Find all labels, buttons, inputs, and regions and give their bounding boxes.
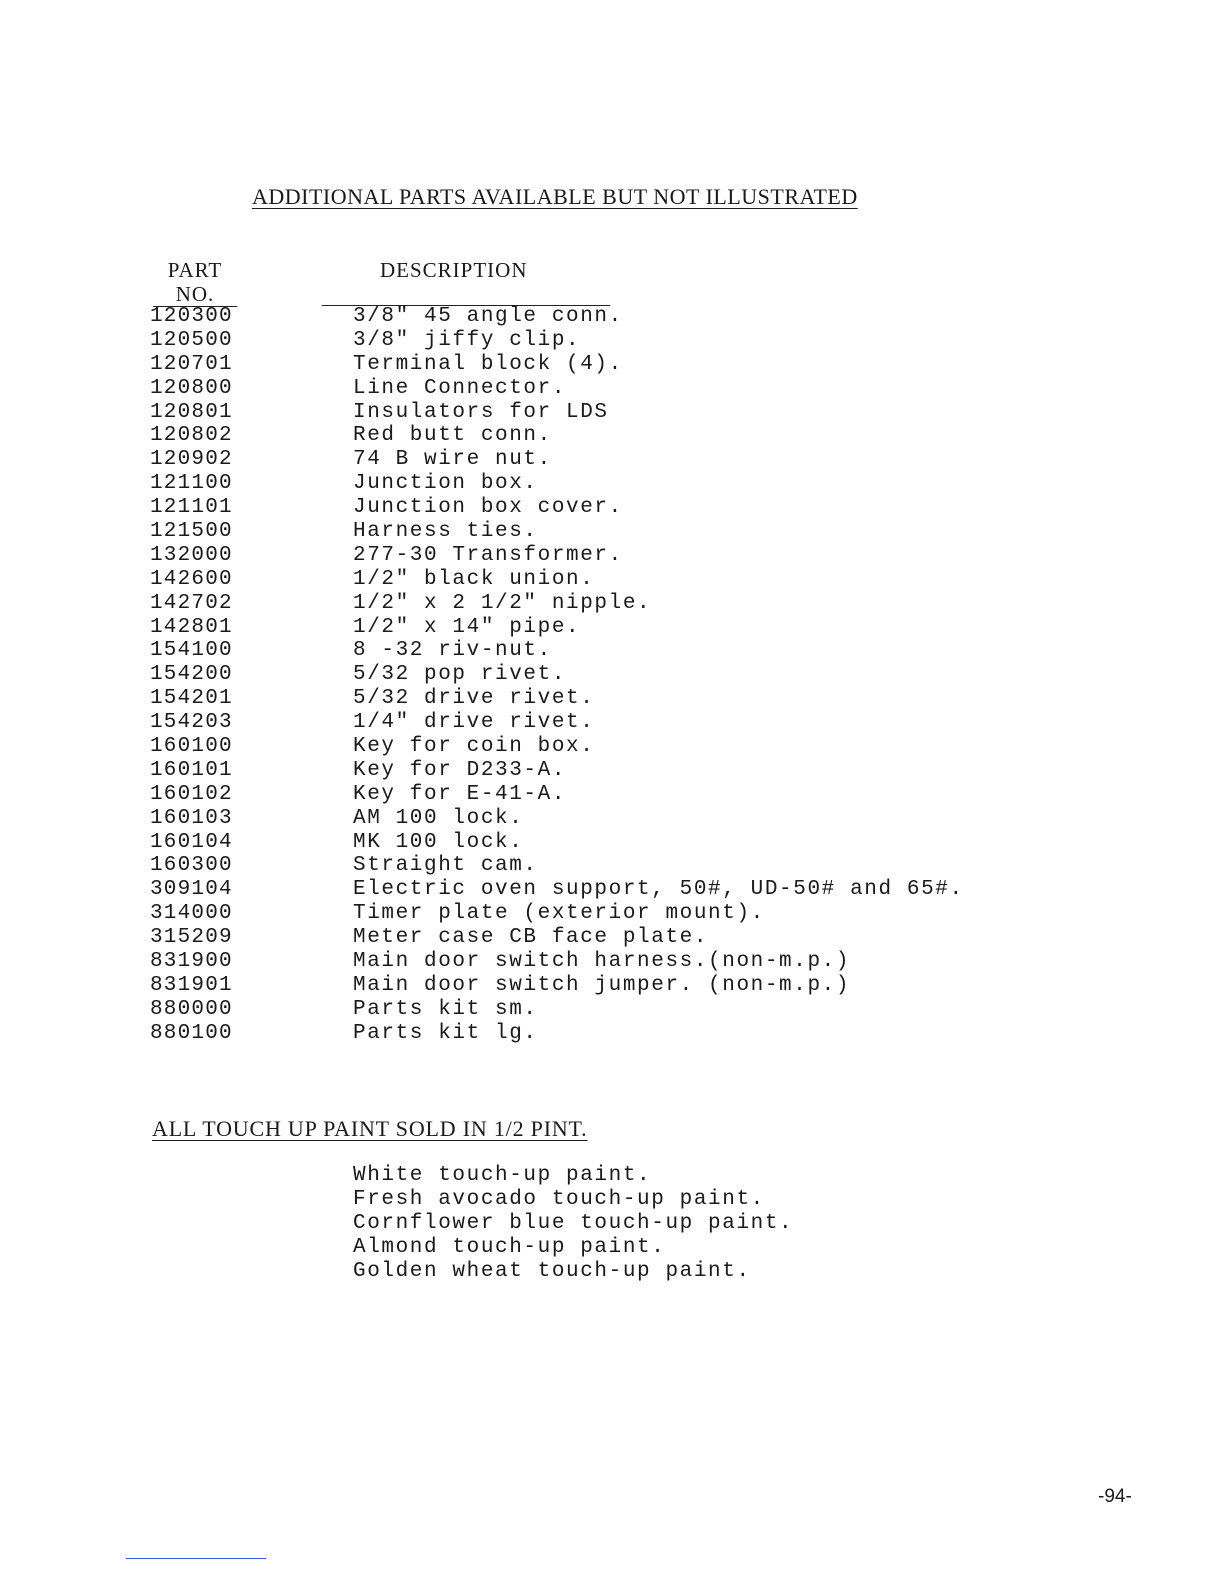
page-number: -94- — [1098, 1486, 1132, 1507]
part-number: 154201 — [150, 687, 233, 711]
part-number: 142600 — [150, 567, 233, 591]
paint-item: Cornflower blue touch-up paint. — [353, 1211, 794, 1235]
part-number: 120701 — [150, 352, 233, 376]
part-description: Parts kit sm. — [353, 997, 538, 1021]
part-number: 121101 — [150, 496, 233, 520]
description-column-header: DESCRIPTION — [380, 258, 528, 282]
part-number: 154100 — [150, 639, 233, 663]
paint-item: White touch-up paint. — [353, 1164, 652, 1187]
part-description: MK 100 lock. — [353, 830, 524, 854]
part-number: 120801 — [150, 400, 233, 424]
part-header-line1: PART — [167, 258, 223, 282]
part-description: Key for E-41-A. — [353, 782, 567, 806]
paint-heading: ALL TOUCH UP PAINT SOLD IN 1/2 PINT. — [152, 1116, 588, 1141]
part-description: 1/4" drive rivet. — [353, 711, 595, 735]
part-description: Line Connector. — [353, 376, 567, 400]
paint-item: Fresh avocado touch-up paint. — [353, 1187, 765, 1211]
part-description: Junction box cover. — [353, 496, 623, 520]
part-header-line2: NO. — [153, 282, 237, 307]
page-heading: ADDITIONAL PARTS AVAILABLE BUT NOT ILLUSTRATED — [252, 184, 858, 209]
part-description: AM 100 lock. — [353, 806, 524, 830]
part-number: 132000 — [150, 543, 233, 567]
part-description: Parts kit lg. — [353, 1021, 538, 1045]
part-number: 160103 — [150, 806, 233, 830]
part-description: Terminal block (4). — [353, 352, 623, 376]
part-description: Electric oven support, 50#, UD-50# and 65#. — [353, 878, 964, 902]
part-description: 5/32 drive rivet. — [353, 687, 595, 711]
part-number: 120800 — [150, 376, 233, 400]
part-description: 1/2" x 14" pipe. — [353, 615, 581, 639]
part-number: 831901 — [150, 973, 233, 997]
part-description: Red butt conn. — [353, 424, 552, 448]
part-description: Harness ties. — [353, 520, 538, 544]
part-number: 120802 — [150, 424, 233, 448]
part-description: Key for D233-A. — [353, 758, 567, 782]
part-number: 154203 — [150, 711, 233, 735]
part-description: 277-30 Transformer. — [353, 543, 623, 567]
part-number: 121500 — [150, 520, 233, 544]
part-description: 1/2" black union. — [353, 567, 595, 591]
part-number: 120902 — [150, 448, 233, 472]
part-description: Straight cam. — [353, 854, 538, 878]
part-number: 160300 — [150, 854, 233, 878]
part-number: 154200 — [150, 663, 233, 687]
part-number: 309104 — [150, 878, 233, 902]
part-number: 120300 — [150, 305, 233, 328]
part-number: 314000 — [150, 902, 233, 926]
part-number: 142702 — [150, 591, 233, 615]
part-number: 160104 — [150, 830, 233, 854]
part-number: 831900 — [150, 950, 233, 974]
part-description: 74 B wire nut. — [353, 448, 552, 472]
part-description: 8 -32 riv-nut. — [353, 639, 552, 663]
part-description: Key for coin box. — [353, 735, 595, 759]
part-number: 121100 — [150, 472, 233, 496]
part-description: 1/2" x 2 1/2" nipple. — [353, 591, 652, 615]
part-number: 160101 — [150, 758, 233, 782]
part-number: 142801 — [150, 615, 233, 639]
part-number: 880000 — [150, 997, 233, 1021]
paint-item: Almond touch-up paint. — [353, 1235, 666, 1259]
part-description: Timer plate (exterior mount). — [353, 902, 765, 926]
part-description: Insulators for LDS — [353, 400, 609, 424]
part-description: Junction box. — [353, 472, 538, 496]
part-number: 120500 — [150, 328, 233, 352]
bottom-edge-line — [126, 1558, 266, 1559]
part-description: 3/8" jiffy clip. — [353, 328, 581, 352]
part-number-column-header — [150, 258, 240, 307]
part-description: Meter case CB face plate. — [353, 926, 709, 950]
part-number: 160102 — [150, 782, 233, 806]
part-number: 315209 — [150, 926, 233, 950]
part-number: 880100 — [150, 1021, 233, 1045]
part-description: 3/8" 45 angle conn. — [353, 305, 623, 328]
paint-list — [353, 1164, 793, 1283]
paint-item: Golden wheat touch-up paint. — [353, 1259, 751, 1283]
part-number: 160100 — [150, 735, 233, 759]
part-description: 5/32 pop rivet. — [353, 663, 567, 687]
part-description: Main door switch jumper. (non-m.p.) — [353, 973, 851, 997]
part-description: Main door switch harness.(non-m.p.) — [353, 950, 851, 974]
